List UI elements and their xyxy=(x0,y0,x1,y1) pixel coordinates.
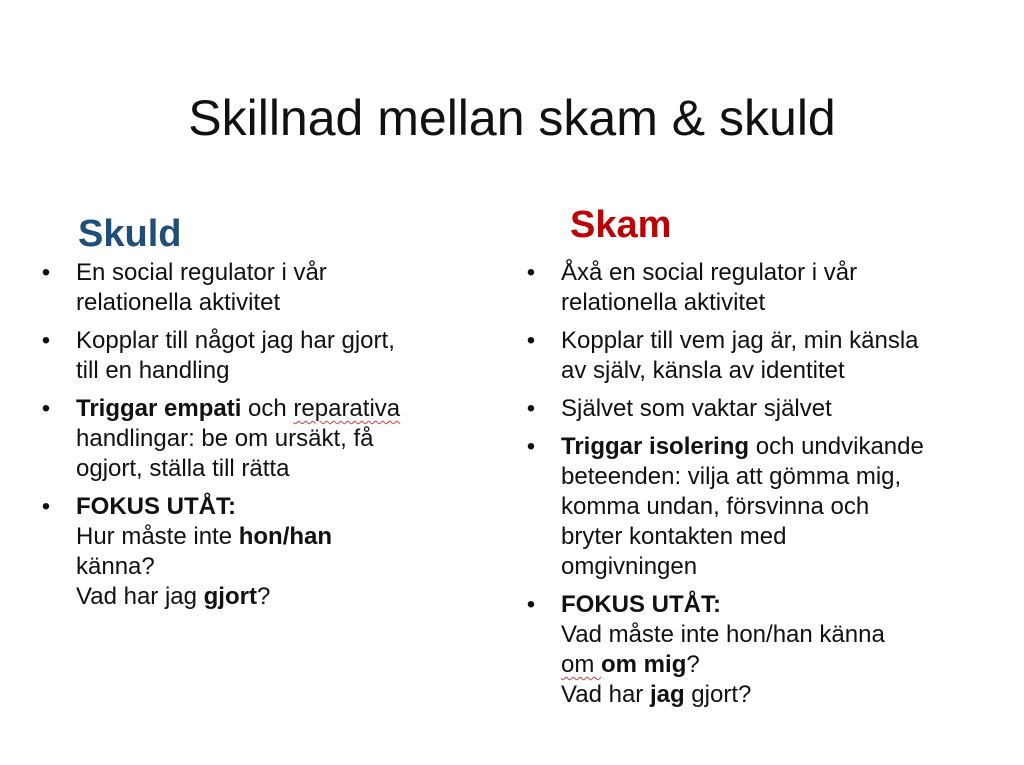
skuld-fokus-honhan-bold: hon/han xyxy=(238,523,333,550)
skuld-item-1-line-2: relationella aktivitet xyxy=(76,289,281,316)
skuld-triggar-bold: Triggar empati xyxy=(76,395,242,422)
skuld-item-fokus xyxy=(36,492,476,612)
skuld-fokus-bold: FOKUS UTÅT: xyxy=(76,493,236,520)
skam-om-mig-bold: om mig xyxy=(601,651,687,678)
bullet-icon: • xyxy=(526,591,536,618)
skam-triggar-text: och undvikande xyxy=(749,433,924,460)
skuld-item-3-line-3: ogjort, ställa till rätta xyxy=(76,455,290,482)
bullet-icon: • xyxy=(526,327,536,354)
skuld-item-1-line-1: En social regulator i vår xyxy=(76,259,327,286)
skuld-item-3-line-2: handlingar: be om ursäkt, få xyxy=(76,425,374,452)
bullet-icon: • xyxy=(41,395,51,422)
skuld-heading: Skuld xyxy=(78,213,182,255)
skam-item-1-line-2: relationella aktivitet xyxy=(561,289,766,316)
skam-triggar-bold: Triggar isolering xyxy=(561,433,750,460)
slide-title: Skillnad mellan skam & skuld xyxy=(188,90,836,146)
skuld-item-3-line-1 xyxy=(76,394,476,424)
skuld-fokus-gjort-bold: gjort xyxy=(203,583,257,610)
bullet-icon: • xyxy=(526,433,536,460)
skuld-item-4-line-2 xyxy=(76,522,476,552)
skuld-item-2-line-1: Kopplar till något jag har gjort, xyxy=(76,327,395,354)
skam-item-4-line-4: bryter kontakten med xyxy=(561,523,787,550)
skam-item-social-regulator xyxy=(521,258,1001,318)
skuld-fokus-question-pre: Hur måste inte xyxy=(76,523,239,550)
skam-item-5-line-2: Vad måste inte hon/han känna xyxy=(561,621,885,648)
skuld-fokus-vad-post: ? xyxy=(256,583,271,610)
skam-item-2-line-2: av själv, känsla av identitet xyxy=(561,357,845,384)
bullet-icon: • xyxy=(41,259,51,286)
skam-item-1-line-1: Åxå en social regulator i vår xyxy=(561,259,858,286)
skam-fokus-vad-pre: Vad har xyxy=(561,681,650,708)
skam-item-3-line-1: Självet som vaktar självet xyxy=(561,395,832,422)
skuld-item-kopplar xyxy=(36,326,476,386)
skam-om-word: om xyxy=(561,651,602,678)
skam-bullet-list xyxy=(521,258,1001,718)
bullet-icon: • xyxy=(526,259,536,286)
skam-item-5-line-3 xyxy=(561,650,1001,680)
skam-item-2-line-1: Kopplar till vem jag är, min känsla xyxy=(561,327,919,354)
skuld-bullet-list xyxy=(36,258,476,620)
skam-item-4-line-1 xyxy=(561,432,1001,462)
skuld-item-social-regulator xyxy=(36,258,476,318)
skuld-item-4-line-3: känna? xyxy=(76,553,155,580)
skam-item-4-line-5: omgivningen xyxy=(561,553,698,580)
bullet-icon: • xyxy=(41,493,51,520)
skam-item-4-line-2: beteenden: vilja att gömma mig, xyxy=(561,463,902,490)
skam-heading: Skam xyxy=(570,204,672,246)
skuld-item-4-line-1 xyxy=(76,492,476,522)
bullet-icon: • xyxy=(41,327,51,354)
skam-fokus-vad-post: gjort? xyxy=(684,681,752,708)
skuld-fokus-vad-pre: Vad har jag xyxy=(76,583,204,610)
skuld-triggar-text: och xyxy=(241,395,294,422)
skuld-reparativa-word: reparativa xyxy=(293,395,401,422)
skam-fokus-jag-bold: jag xyxy=(649,681,685,708)
skam-item-fokus xyxy=(521,590,1001,710)
skam-om-mig-post: ? xyxy=(686,651,700,678)
skam-item-triggar xyxy=(521,432,1001,582)
skam-item-kopplar xyxy=(521,326,1001,386)
skam-item-5-line-1 xyxy=(561,590,1001,620)
skuld-item-triggar xyxy=(36,394,476,484)
skuld-item-4-line-4 xyxy=(76,582,476,612)
skam-item-4-line-3: komma undan, försvinna och xyxy=(561,493,870,520)
skam-item-5-line-4 xyxy=(561,680,1001,710)
skam-item-sjalvet xyxy=(521,394,1001,424)
skam-fokus-bold: FOKUS UTÅT: xyxy=(561,591,721,618)
skuld-item-2-line-2: till en handling xyxy=(76,357,230,384)
bullet-icon: • xyxy=(526,395,536,422)
